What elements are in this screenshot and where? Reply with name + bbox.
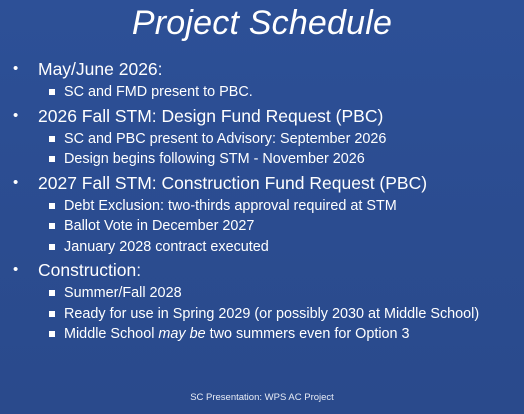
sub-bullet [0, 82, 524, 103]
bullet-list [0, 56, 524, 345]
bullet-heading-text: Construction: [38, 260, 142, 280]
square-bullet-icon [49, 223, 55, 229]
sub-bullet [0, 196, 524, 217]
bullet-dot-icon: • [13, 173, 19, 191]
sub-bullet [0, 304, 524, 325]
sub-bullet-text [64, 324, 410, 345]
bullet-heading [0, 103, 524, 129]
bullet-dot-icon: • [13, 106, 19, 124]
sub-bullet-text: Ready for use in Spring 2029 (or possibly 2030 at Middle School) [64, 305, 480, 322]
sub-bullet-text: SC and FMD present to PBC. [64, 84, 253, 100]
sub-bullet-text-start: Middle School [64, 326, 159, 342]
square-bullet-icon [49, 244, 55, 250]
bullet-heading-text: 2026 Fall STM: Design Fund Request (PBC) [38, 105, 384, 126]
square-bullet-icon [49, 156, 55, 162]
square-bullet-icon [49, 89, 55, 95]
emphasis-text: may be [158, 326, 206, 342]
sub-bullet [0, 324, 524, 345]
bullet-dot-icon: • [13, 60, 19, 77]
bullet-dot-icon: • [13, 261, 19, 278]
sub-bullet-text: Summer/Fall 2028 [64, 285, 182, 301]
sub-bullet [0, 149, 524, 170]
sub-bullet-text: SC and PBC present to Advisory: September 2026 [64, 130, 387, 147]
bullet-heading-text: 2027 Fall STM: Construction Fund Request (PBC) [38, 172, 428, 193]
square-bullet-icon [49, 311, 55, 317]
bullet-heading [0, 257, 524, 283]
slide-title: Project Schedule [131, 4, 393, 42]
slide-footer: SC Presentation: WPS AC Project [190, 392, 334, 403]
sub-bullet [0, 216, 524, 237]
bullet-heading-text: May/June 2026: [38, 59, 163, 79]
sub-bullet-text: Ballot Vote in December 2027 [64, 218, 255, 234]
sub-bullet-text: Debt Exclusion: two-thirds approval required at STM [64, 197, 397, 214]
square-bullet-icon [49, 290, 55, 296]
sub-bullet-text-end: two summers even for Option 3 [205, 326, 410, 342]
sub-bullet [0, 283, 524, 304]
sub-bullet [0, 237, 524, 258]
square-bullet-icon [49, 203, 55, 209]
bullet-heading [0, 170, 524, 196]
square-bullet-icon [49, 136, 55, 142]
sub-bullet [0, 129, 524, 150]
square-bullet-icon [49, 331, 55, 337]
sub-bullet-text: January 2028 contract executed [64, 238, 269, 255]
bullet-heading [0, 56, 524, 82]
sub-bullet-text: Design begins following STM - November 2026 [64, 151, 365, 167]
